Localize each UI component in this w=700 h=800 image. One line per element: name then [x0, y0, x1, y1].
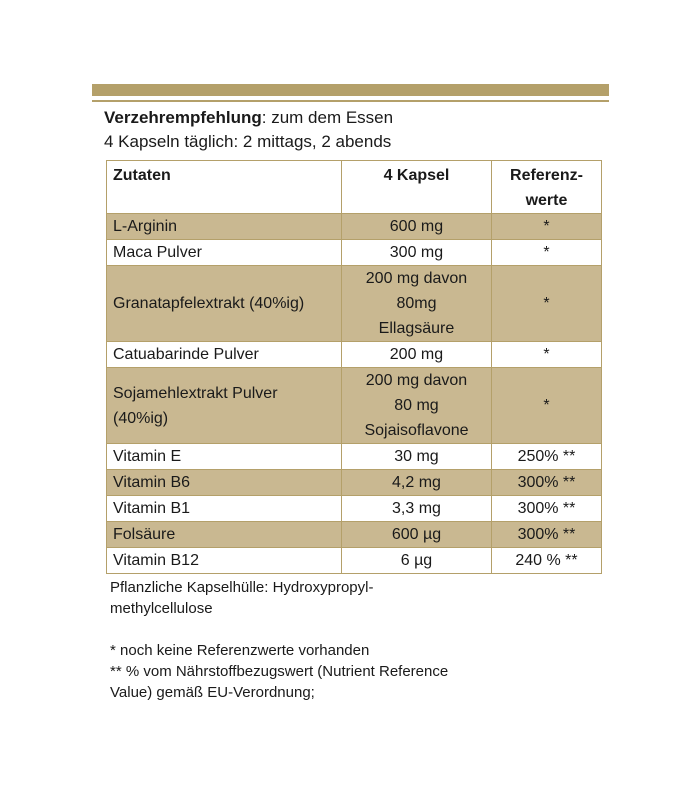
table-row — [107, 444, 602, 470]
reference-cell: 250% ** — [491, 444, 601, 470]
ingredient-cell: Catuabarinde Pulver — [107, 342, 342, 368]
amount-cell: 6 µg — [342, 548, 492, 574]
amount-cell: 300 mg — [342, 240, 492, 266]
amount-cell: 30 mg — [342, 444, 492, 470]
table-row — [107, 548, 602, 574]
reference-cell: 300% ** — [491, 496, 601, 522]
table-row — [107, 496, 602, 522]
footnote-nrv: ** % vom Nährstoffbezugswert (Nutrient Reference Value) gemäß EU-Verordnung; — [110, 663, 449, 701]
table-row — [107, 240, 602, 266]
table-row — [107, 522, 602, 548]
recommendation-dosage: 4 Kapseln täglich: 2 mittags, 2 abends — [104, 132, 392, 151]
ingredient-cell: Vitamin B1 — [107, 496, 342, 522]
table-row — [107, 214, 602, 240]
reference-cell: * — [491, 240, 601, 266]
recommendation-text: : zum dem Essen — [261, 108, 394, 127]
footnotes — [110, 640, 490, 703]
table-row — [107, 470, 602, 496]
header-amount: 4 Kapsel — [342, 161, 492, 214]
top-decorative-line — [92, 100, 609, 102]
amount-cell: 200 mg — [342, 342, 492, 368]
capsule-shell-text: Pflanzliche Kapselhülle: Hydroxypropyl- methylcellulose — [110, 579, 374, 617]
reference-cell: * — [491, 342, 601, 368]
amount-cell: 200 mg davon 80 mg Sojaisoflavone — [342, 368, 492, 444]
header-reference: Referenz- werte — [491, 161, 601, 214]
ingredient-cell: Folsäure — [107, 522, 342, 548]
ingredient-cell: Granatapfelextrakt (40%ig) — [107, 266, 342, 342]
recommendation-label: Verzehrempfehlung — [104, 108, 262, 127]
amount-cell: 600 µg — [342, 522, 492, 548]
reference-cell: 240 % ** — [491, 548, 601, 574]
table-row — [107, 266, 602, 342]
ingredients-table — [106, 160, 602, 574]
footnote-no-reference: * noch keine Referenzwerte vorhanden — [110, 642, 370, 659]
ingredient-cell: Vitamin B12 — [107, 548, 342, 574]
amount-cell: 3,3 mg — [342, 496, 492, 522]
ingredient-cell: Vitamin B6 — [107, 470, 342, 496]
reference-cell: 300% ** — [491, 522, 601, 548]
header-ingredient: Zutaten — [107, 161, 342, 214]
table-body — [107, 214, 602, 574]
reference-cell: * — [491, 368, 601, 444]
amount-cell: 4,2 mg — [342, 470, 492, 496]
ingredient-cell: Maca Pulver — [107, 240, 342, 266]
ingredient-cell: Sojamehlextrakt Pulver (40%ig) — [107, 368, 342, 444]
ingredient-cell: Vitamin E — [107, 444, 342, 470]
reference-cell: 300% ** — [491, 470, 601, 496]
intake-recommendation — [104, 106, 393, 154]
reference-cell: * — [491, 214, 601, 240]
reference-cell: * — [491, 266, 601, 342]
amount-cell: 200 mg davon 80mg Ellagsäure — [342, 266, 492, 342]
top-decorative-bar — [92, 84, 609, 96]
ingredient-cell: L-Arginin — [107, 214, 342, 240]
table-row — [107, 342, 602, 368]
table-row — [107, 368, 602, 444]
capsule-shell-note — [110, 577, 480, 619]
amount-cell: 600 mg — [342, 214, 492, 240]
table-header-row — [107, 161, 602, 214]
